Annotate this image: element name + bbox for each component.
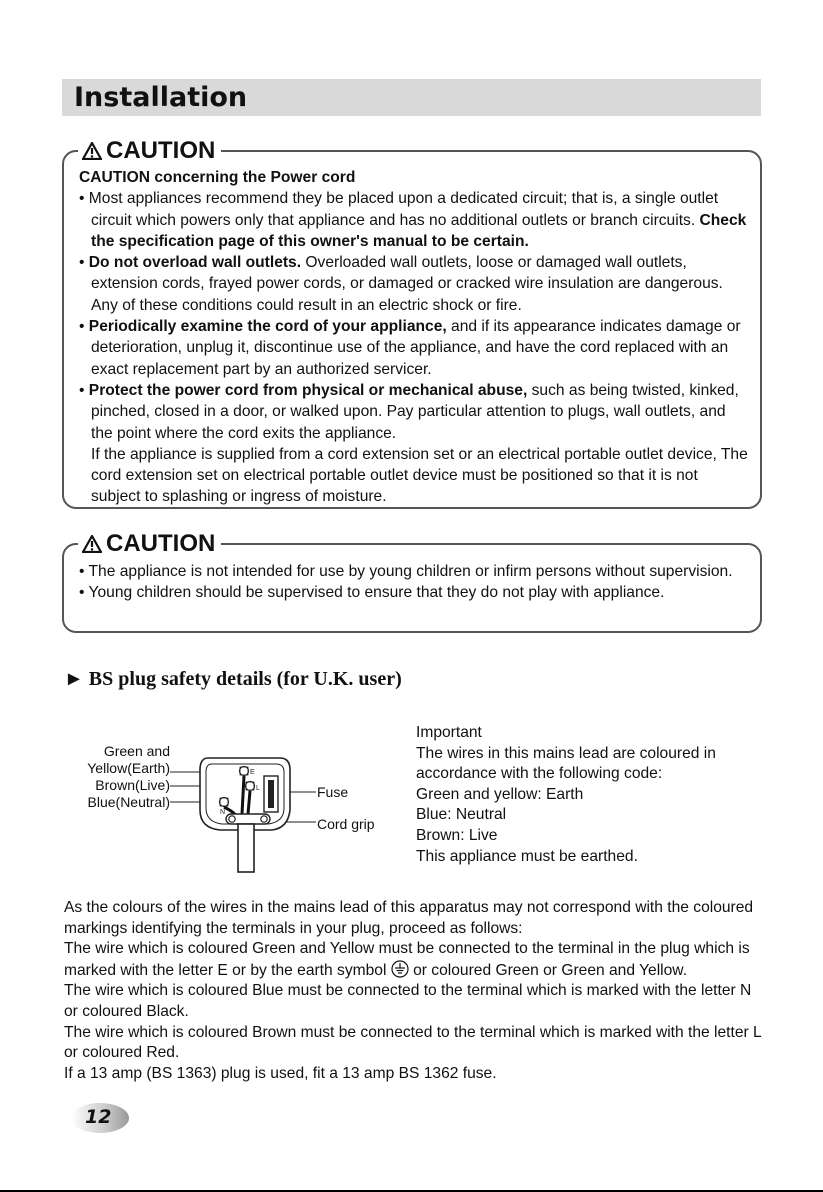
caution-bullet: • Do not overload wall outlets. Overloaded wall outlets, loose or damaged wall outlets, extension cords, frayed power cords, or damaged or cracked wire insulation are dangerous. Any of these conditions could result in an electric shock or fire. — [79, 254, 723, 314]
caution-bullet: • Young children should be supervised to ensure that they do not play with appliance. — [79, 584, 665, 602]
instruction-paragraph: As the colours of the wires in the mains lead of this apparatus may not correspond with the coloured markings identifying the terminals in your plug, proceed as follows: — [64, 899, 754, 937]
instruction-paragraph: The wire which is coloured Blue must be connected to the terminal which is marked with the letter N or coloured Black. — [64, 982, 752, 1020]
warning-icon — [82, 535, 102, 553]
caution-body — [79, 167, 751, 508]
terminal-l-letter: L — [256, 785, 260, 792]
neutral-terminal — [220, 798, 229, 807]
page-number: 12 — [85, 1106, 112, 1128]
fuse-core — [268, 780, 274, 808]
important-line: Blue: Neutral — [416, 806, 507, 824]
instruction-paragraph: The wire which is coloured Brown must be connected to the terminal which is marked with the letter L or coloured Red. — [64, 1023, 762, 1062]
earth-terminal — [240, 767, 249, 776]
triangle-bullet-icon: ► — [64, 668, 84, 690]
label-live-wire: Brown(Live) — [95, 777, 170, 793]
caution-heading-text: CAUTION — [106, 530, 216, 557]
caution-subheading: CAUTION concerning the Power cord — [79, 169, 356, 186]
section-header — [62, 79, 761, 116]
earth-wire — [242, 776, 244, 814]
caution-note: If the appliance is supplied from a cord extension set or an electrical portable outlet device, The cord extension set on electrical portable outlet device must be positioned so that it is not subject to splashing or ingress of moisture. — [91, 445, 748, 506]
wiring-instructions — [64, 898, 769, 1084]
warning-icon — [82, 142, 102, 160]
important-wiring-code — [416, 723, 756, 867]
terminal-n-letter: N — [220, 809, 226, 816]
bs-plug-title: ► BS plug safety details (for U.K. user) — [64, 668, 402, 690]
label-cord-grip: Cord grip — [317, 816, 375, 832]
caution-bullet: • The appliance is not intended for use by young children or infirm persons without supervision. — [79, 563, 733, 580]
caution-bullet: • Protect the power cord from physical or mechanical abuse, such as being twisted, kinked, pinched, closed in a door, or walked upon. Pay particular attention to plugs, wall outlets, and the point where the cord exits the appliance. — [79, 381, 739, 442]
important-title: Important — [416, 724, 482, 741]
caution-bullet: • Periodically examine the cord of your appliance, and if its appearance indicates damage or deterioration, unplug it, discontinue use of the appliance, and have the cord replaced with an exact replacement part by an authorized servicer. — [79, 318, 741, 378]
important-line: accordance with the following code: — [416, 765, 663, 783]
important-line: Green and yellow: Earth — [416, 785, 584, 803]
earth-symbol-icon — [391, 960, 409, 978]
important-line: The wires in this mains lead are coloured in — [416, 744, 716, 762]
label-neutral-wire: Blue(Neutral) — [87, 794, 170, 810]
caution-body — [79, 561, 751, 604]
important-line: Brown: Live — [416, 826, 498, 844]
live-terminal — [246, 782, 255, 791]
live-wire — [248, 791, 250, 814]
instruction-paragraph: The wire which is coloured Green and Yellow must be connected to the terminal in the plug which is marked with the letter E or by the earth symbol or coloured Green or Green and Yellow. — [64, 940, 750, 979]
caution-heading — [78, 137, 221, 165]
terminal-e-letter: E — [250, 769, 255, 776]
caution-bullet: • Most appliances recommend they be placed upon a dedicated circuit; that is, a single outlet circuit which powers only that appliance and has no additional outlets or branch circuits. Check the specification page of this owner's manual to be certain. — [79, 190, 747, 250]
caution-heading-text: CAUTION — [106, 137, 216, 164]
label-fuse: Fuse — [317, 784, 349, 800]
instruction-paragraph: If a 13 amp (BS 1363) plug is used, fit a 13 amp BS 1362 fuse. — [64, 1064, 497, 1082]
page-title: Installation — [74, 82, 248, 113]
label-earth-wire: Green and Yellow(Earth) — [87, 743, 170, 776]
mains-cord — [238, 824, 254, 872]
caution-heading — [78, 530, 221, 558]
important-line: This appliance must be earthed. — [416, 847, 638, 865]
plug-diagram — [160, 750, 320, 875]
